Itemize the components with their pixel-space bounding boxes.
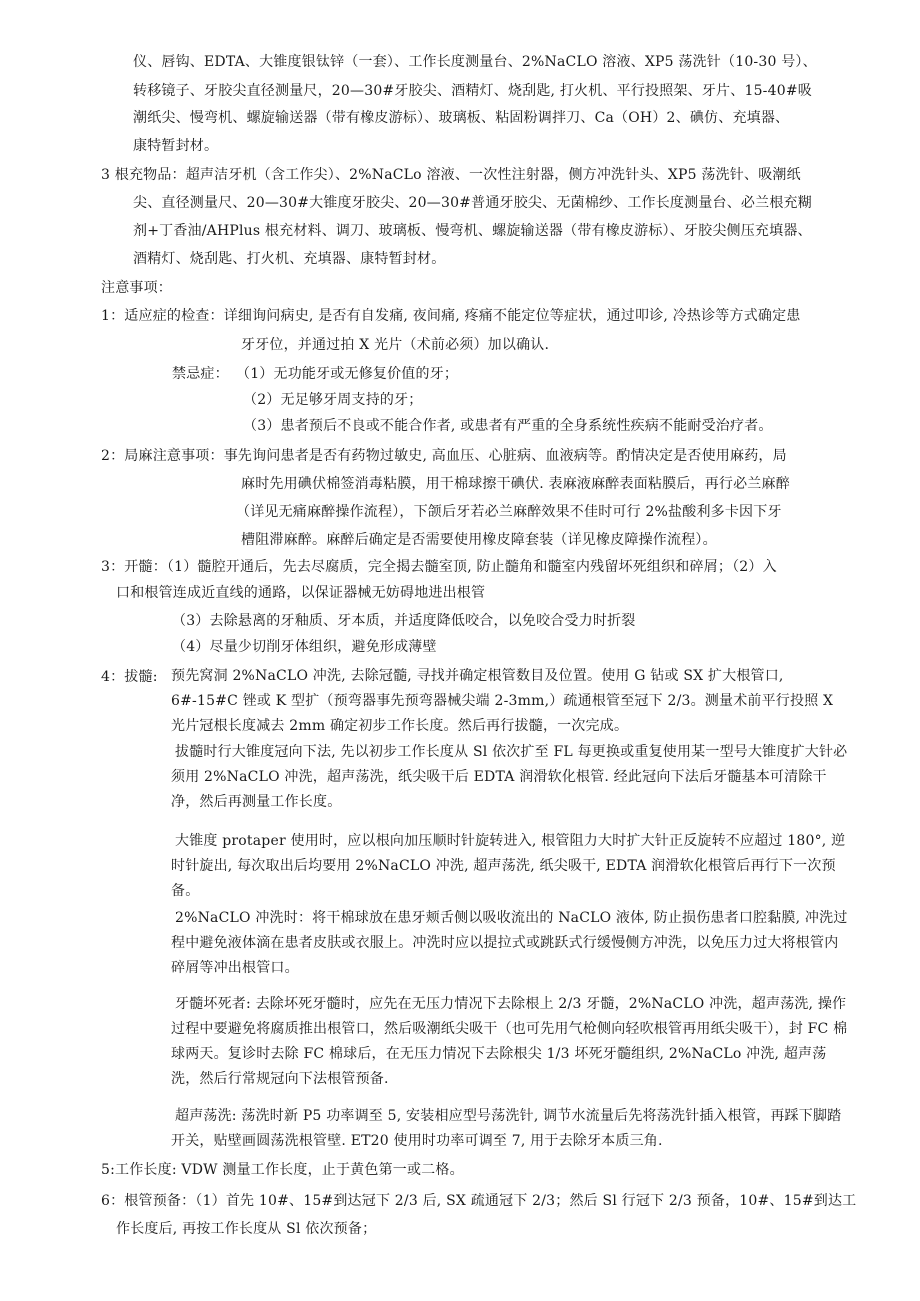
contraindication-item-3: （3）患者预后不良或不能合作者, 或患者有严重的全身系统性疾病不能耐受治疗者。 xyxy=(243,418,773,434)
filling-line-1: 3 根充物品：超声洁牙机（含工作尖）、2%NaCLo 溶液、一次性注射器，侧方冲洗针头、XP5 荡洗针、吸潮纸 xyxy=(101,167,801,183)
filling-line-2: 尖、直径测量尺、20—30#大锥度牙胶尖、20—30#普通牙胶尖、无菌棉纱、工作长度测量台、必兰根充糊 xyxy=(133,195,812,211)
filling-line-4: 酒精灯、烧刮匙、打火机、充填器、康特暂封材。 xyxy=(133,251,446,267)
tools-line-4: 康特暂封材。 xyxy=(133,138,219,154)
note2-line-2: 麻时先用碘伏棉签消毒粘膜，用干棉球擦干碘伏. 表麻液麻醉表面粘膜后，再行必兰麻醉 xyxy=(241,476,790,492)
note4-paragraph-5: 牙髓坏死者: 去除坏死牙髓时，应先在无压力情况下去除根上 2/3 牙髓，2%NaCLO 冲洗，超声荡洗, 操作过程中要避免将腐质推出根管口，然后吸潮纸尖吸干（也可先用气枪侧向轻吹根管再用纸尖吸干），封 FC 棉球两天。复诊时去除 FC 棉球后，在无压力情况下去除根尖 1/3 坏死牙髓组织, 2%NaCLo 冲洗, 超声荡洗，然后行常规冠向下法根管预备. xyxy=(171,996,848,1087)
note1-line-1: 1：适应症的检查：详细询问病史, 是否有自发痛, 夜间痛, 疼痛不能定位等症状，通过叩诊, 冷热诊等方式确定患 xyxy=(101,308,801,324)
contraindication-label: 禁忌症： xyxy=(172,366,229,382)
contraindication-item-1: （1）无功能牙或无修复价值的牙； xyxy=(236,366,459,382)
note1-line-2: 牙牙位，并通过拍 X 光片（术前必须）加以确认. xyxy=(241,337,550,353)
contraindication-item-2: （2）无足够牙周支持的牙； xyxy=(243,392,423,408)
note6-line-2: 作长度后, 再按工作长度从 Sl 依次预备； xyxy=(116,1221,377,1237)
tools-line-3: 潮纸尖、慢弯机、螺旋输送器（带有橡皮游标）、玻璃板、粘固粉调拌刀、Ca（OH）2、碘仿、充填器、 xyxy=(133,110,790,126)
tools-line-2: 转移镜子、牙胶尖直径测量尺，20—30#牙胶尖、酒精灯、烧刮匙, 打火机、平行投照架、牙片、15-40#吸 xyxy=(133,83,812,99)
note6-line-1: 6：根管预备：（1）首先 10#、15#到达冠下 2/3 后, SX 疏通冠下 2/3；然后 Sl 行冠下 2/3 预备，10#、15#到达工 xyxy=(101,1193,857,1209)
note4-paragraph-4: 2%NaCLO 冲洗时：将干棉球放在患牙颊舌侧以吸收流出的 NaCLO 液体, 防止损伤患者口腔黏膜, 冲洗过程中避免液体滴在患者皮肤或衣服上。冲洗时应以提拉式或跳跃式行缓慢侧方冲洗，以免压力过大将根管内碎屑等冲出根管口。 xyxy=(171,910,848,976)
note2-line-3: （详见无痛麻醉操作流程），下颌后牙若必兰麻醉效果不佳时可行 2%盐酸利多卡因下牙 xyxy=(236,504,782,520)
note4-paragraph-2: 拔髓时行大锥度冠向下法, 先以初步工作长度从 Sl 依次扩至 FL 每更换或重复使用某一型号大锥度扩大针必须用 2%NaCLO 冲洗，超声荡洗，纸尖吸干后 EDTA 润滑软化根管. 经此冠向下法后牙髓基本可清除干净，然后再测量工作长度。 xyxy=(171,744,848,810)
note2-line-4: 槽阻滞麻醉。麻醉后确定是否需要使用橡皮障套装（详见橡皮障操作流程）。 xyxy=(241,532,717,548)
note4-paragraph-3: 大锥度 protaper 使用时，应以根向加压顺时针旋转进入, 根管阻力大时扩大针正反旋转不应超过 180°, 逆时针旋出, 每次取出后均要用 2%NaCLO 冲洗, 超声荡洗, 纸尖吸干, EDTA 润滑软化根管后再行下一次预备。 xyxy=(171,833,846,899)
note4-paragraph-6: 超声荡洗: 荡洗时新 P5 功率调至 5, 安装相应型号荡洗针, 调节水流量后先将荡洗针插入根管，再踩下脚踏开关，贴壁画圆荡洗根管壁. ET20 使用时功率可调至 7, 用于去除牙本质三角. xyxy=(171,1108,842,1149)
note3-line-1: 3：开髓：（1）髓腔开通后，先去尽腐质，完全揭去髓室顶, 防止髓角和髓室内残留坏死组织和碎屑；（2）入 xyxy=(101,559,777,575)
note5-line: 5:工作长度: VDW 测量工作长度，止于黄色第一或二格。 xyxy=(101,1162,464,1178)
note4-paragraph-1: 预先窝洞 2%NaCLO 冲洗, 去除冠髓, 寻找并确定根管数目及位置。使用 G 钻或 SX 扩大根管口, 6#-15#C 锉或 K 型扩（预弯器事先预弯器械尖端 2-3mm,）疏通根管至冠下 2/3。测量术前平行投照 X 光片冠根长度减去 2mm 确定初步工作长度。然后再行拔髓，一次完成。 xyxy=(171,668,834,734)
note3-line-3: （3）去除悬离的牙釉质、牙本质，并适度降低咬合，以免咬合受力时折裂 xyxy=(172,613,636,629)
tools-line-1: 仪、唇钩、EDTA、大锥度银钛锌（一套）、工作长度测量台、2%NaCLO 溶液、XP5 荡洗针（10-30 号）、 xyxy=(133,54,817,70)
note3-line-2: 口和根管连成近直线的通路，以保证器械无妨碍地进出根管 xyxy=(116,585,486,601)
note2-line-1: 2：局麻注意事项：事先询问患者是否有药物过敏史, 高血压、心脏病、血液病等。酌情决定是否使用麻药，局 xyxy=(101,448,787,464)
filling-line-3: 剂+丁香油/AHPlus 根充材料、调刀、玻璃板、慢弯机、螺旋输送器（带有橡皮游标）、牙胶尖侧压充填器、 xyxy=(133,223,812,239)
note3-line-4: （4）尽量少切削牙体组织，避免形成薄壁 xyxy=(172,639,437,655)
note4-label: 4：拔髓: xyxy=(101,669,158,685)
notes-heading: 注意事项： xyxy=(101,280,172,296)
